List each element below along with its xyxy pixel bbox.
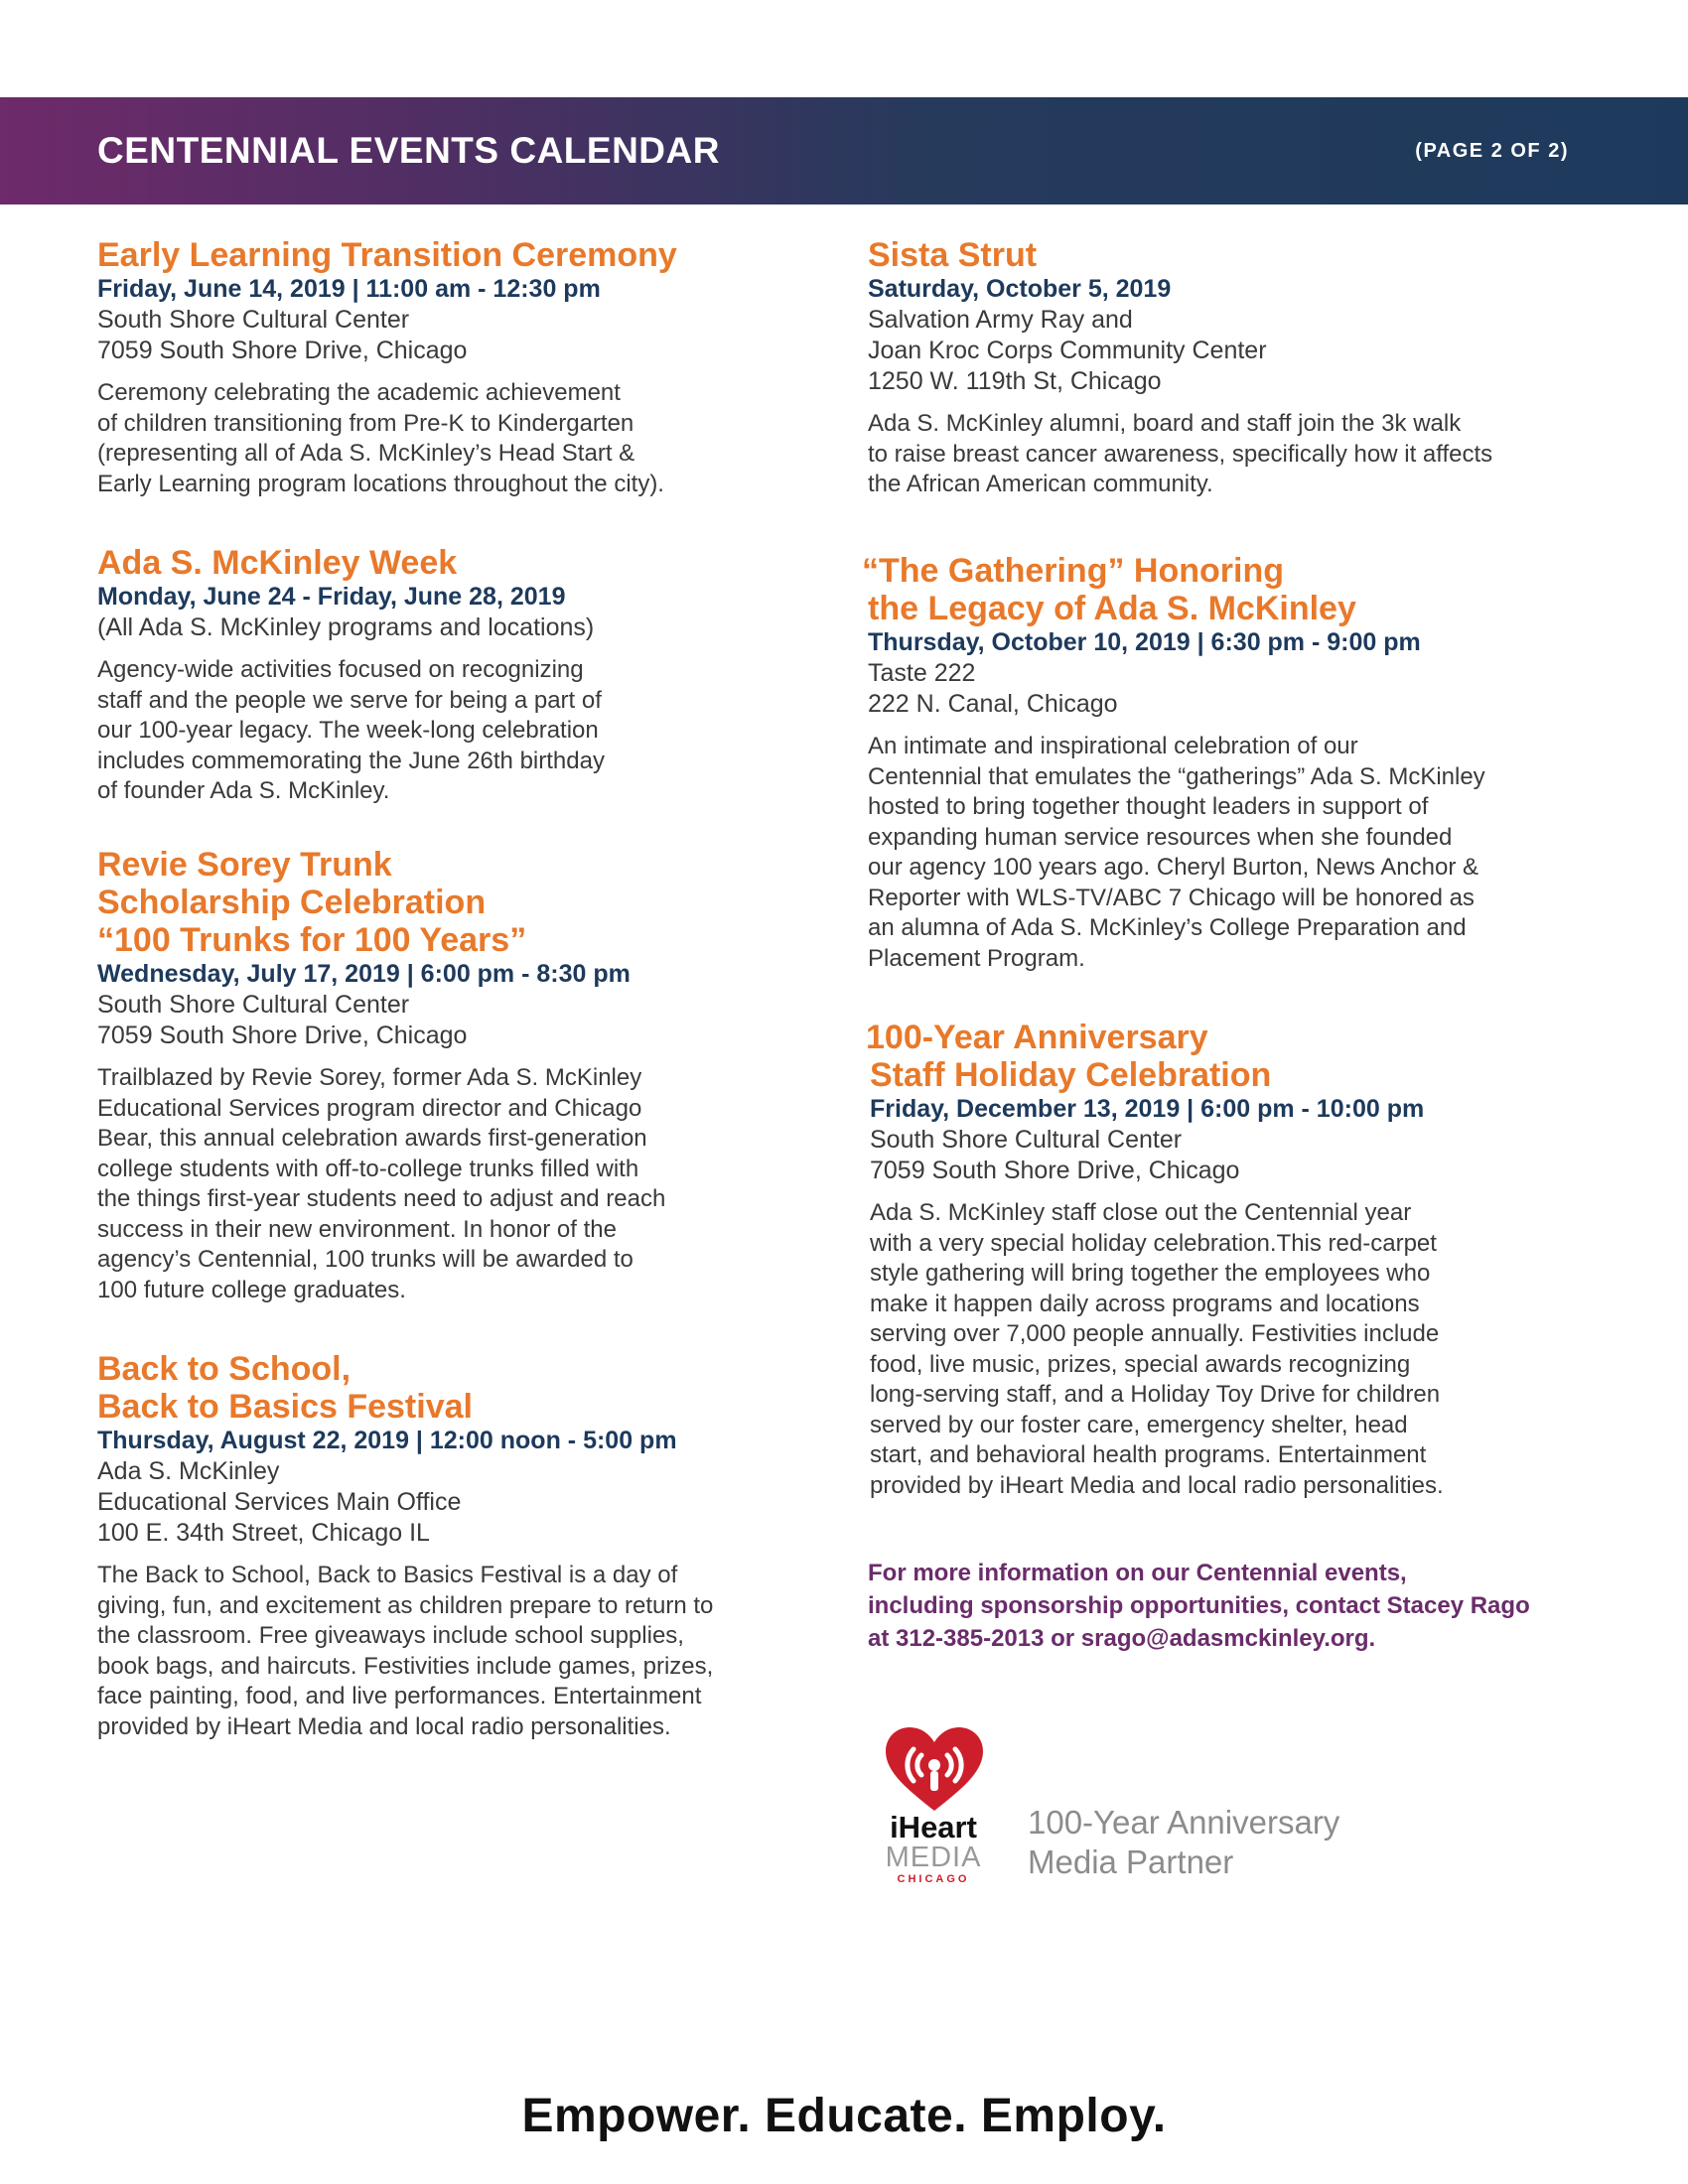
event-description: Trailblazed by Revie Sorey, former Ada S. McKinley Educational Services program director and Chicago Bear, this annual celebration awards first-generation college students with off-to-college trunks filled with the things first-year students need to adjust and reach success in their new environment. In honor of the agency’s Centennial, 100 trunks will be awarded to 100 future college graduates. — [97, 1064, 666, 1303]
event-description: Ada S. McKinley alumni, board and staff join the 3k walk to raise breast cancer awareness, specifically how it affects the African American community. — [868, 410, 1493, 497]
event-location: Salvation Army Ray and Joan Kroc Corps Community Center 1250 W. 119th St, Chicago — [868, 306, 1267, 395]
event-description: Ceremony celebrating the academic achievement of children transitioning from Pre-K to Kindergarten (representing all of Ada S. McKinley’s Head Start & Early Learning program locations throughout the city). — [97, 379, 664, 497]
event-description: The Back to School, Back to Basics Festival is a day of giving, fun, and excitement as children prepare to return to the classroom. Free giveaways include school supplies, book bags, and haircuts. Festivities include games, prizes, face painting, food, and live performances. Entertainment provided by iHeart Media and local radio personalities. — [97, 1562, 714, 1740]
event-date: Wednesday, July 17, 2019 | 6:00 pm - 8:30 pm — [97, 960, 631, 988]
event-date: Thursday, August 22, 2019 | 12:00 noon - 5:00 pm — [97, 1427, 677, 1454]
event-early-learning — [97, 236, 812, 499]
tagline: Empower. Educate. Employ. — [521, 2090, 1167, 2142]
logo-media-text: MEDIA — [885, 1842, 982, 1873]
iheart-logo-icon — [880, 1725, 989, 1815]
logo-wordmark: iHeart — [890, 1810, 977, 1844]
event-date: Friday, June 14, 2019 | 11:00 am - 12:30 pm — [97, 275, 601, 303]
event-date: Friday, December 13, 2019 | 6:00 pm - 10:00 pm — [870, 1095, 1425, 1123]
event-location: South Shore Cultural Center 7059 South Shore Drive, Chicago — [870, 1126, 1240, 1184]
logo-city-text: CHICAGO — [897, 1873, 970, 1885]
event-location: Taste 222 222 N. Canal, Chicago — [868, 659, 1118, 718]
event-date: Saturday, October 5, 2019 — [868, 275, 1172, 303]
event-location: South Shore Cultural Center 7059 South Shore Drive, Chicago — [97, 306, 468, 364]
media-partner — [874, 1725, 1430, 1894]
event-sista-strut — [868, 236, 1583, 500]
event-title: Early Learning Transition Ceremony — [97, 236, 677, 274]
event-mckinley-week — [97, 544, 812, 807]
event-date: Thursday, October 10, 2019 | 6:30 pm - 9:00 pm — [868, 628, 1421, 656]
event-title: Sista Strut — [868, 236, 1038, 274]
event-location: South Shore Cultural Center 7059 South Shore Drive, Chicago — [97, 991, 468, 1049]
iheart-media-logo — [874, 1725, 993, 1894]
page-title: CENTENNIAL EVENTS CALENDAR — [97, 130, 720, 171]
event-title: “The Gathering” Honoring the Legacy of Ada S. McKinley — [862, 552, 1356, 627]
event-description: Ada S. McKinley staff close out the Centennial year with a very special holiday celebration.This red-carpet style gathering will bring together the employees who make it happen daily across programs and locations serving over 7,000 people annually. Festivities include food, live music, prizes, special awards recognizing long-serving staff, and a Holiday Toy Drive for children served by our foster care, emergency shelter, head start, and behavioral health programs. Entertainment provided by iHeart Media and local radio personalities. — [870, 1199, 1444, 1499]
partner-caption: 100-Year Anniversary Media Partner — [1028, 1804, 1340, 1880]
event-revie-sorey — [97, 846, 812, 1305]
event-location: Ada S. McKinley Educational Services Main Office 100 E. 34th Street, Chicago IL — [97, 1457, 462, 1547]
event-back-to-school — [97, 1350, 812, 1742]
event-location: (All Ada S. McKinley programs and locations) — [97, 614, 595, 641]
event-title: Back to School, Back to Basics Festival — [97, 1350, 473, 1426]
event-title: Ada S. McKinley Week — [97, 544, 458, 582]
event-date: Monday, June 24 - Friday, June 28, 2019 — [97, 583, 566, 611]
page-indicator: (PAGE 2 OF 2) — [1415, 140, 1569, 162]
event-holiday-celebration — [866, 1019, 1581, 1501]
header-banner — [0, 97, 1688, 205]
event-title: 100-Year Anniversary Staff Holiday Celebration — [866, 1019, 1272, 1094]
event-the-gathering — [862, 552, 1577, 974]
contact-info: For more information on our Centennial events, including sponsorship opportunities, contact Stacey Rago at 312-385-2013 or srago@adasmckinley.org. — [868, 1560, 1530, 1652]
event-description: Agency-wide activities focused on recognizing staff and the people we serve for being a part of our 100-year legacy. The week-long celebration includes commemorating the June 26th birthday of founder Ada S. McKinley. — [97, 656, 605, 804]
event-title: Revie Sorey Trunk Scholarship Celebration “100 Trunks for 100 Years” — [97, 846, 527, 959]
event-description: An intimate and inspirational celebration of our Centennial that emulates the “gatherings” Ada S. McKinley hosted to bring together thought leaders in support of expanding human service resources when she founded our agency 100 years ago. Cheryl Burton, News Anchor & Reporter with WLS-TV/ABC 7 Chicago will be honored as an alumna of Ada S. McKinley’s College Preparation and Placement Program. — [868, 733, 1485, 972]
